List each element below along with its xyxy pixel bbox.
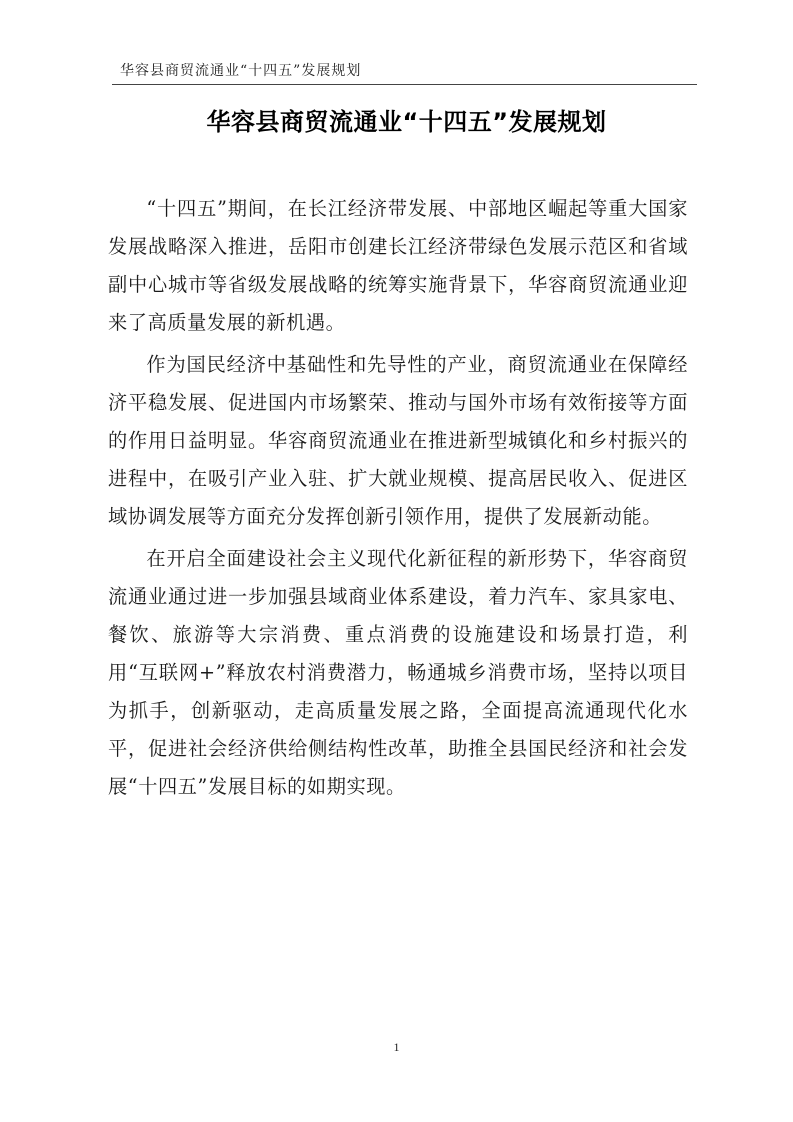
document-title: 华容县商贸流通业“十四五”发展规划 [206, 108, 607, 136]
running-header: 华容县商贸流通业“十四五”发展规划 [120, 63, 362, 79]
page-number: 1 [393, 1040, 400, 1054]
header-divider [112, 84, 697, 85]
paragraph-3: 在开启全面建设社会主义现代化新征程的新形势下，华容商贸流通业通过进一步加强县域商业体系建设，着力汽车、家具家电、餐饮、旅游等大宗消费、重点消费的设施建设和场景打造，利用“互联网+”释放农村消费潜力，畅通城乡消费市场，坚持以项目为抓手，创新驱动，走高质量发展之路，全面提高流通现代化水平，促进社会经济供给侧结构性改革，助推全县国民经济和社会发展“十四五”发展目标的如期实现。 [108, 547, 688, 798]
paragraph-1: “十四五”期间，在长江经济带发展、中部地区崛起等重大国家发展战略深入推进，岳阳市创建长江经济带绿色发展示范区和省域副中心城市等省级发展战略的统筹实施背景下，华容商贸流通业迎来了高质量发展的新机遇。 [108, 197, 688, 334]
paragraph-2: 作为国民经济中基础性和先导性的产业，商贸流通业在保障经济平稳发展、促进国内市场繁荣、推动与国外市场有效衔接等方面的作用日益明显。华容商贸流通业在推进新型城镇化和乡村振兴的进程中，在吸引产业入驻、扩大就业规模、提高居民收入、促进区域协调发展等方面充分发挥创新引领作用，提供了发展新动能。 [108, 353, 688, 528]
document-body [108, 190, 688, 810]
